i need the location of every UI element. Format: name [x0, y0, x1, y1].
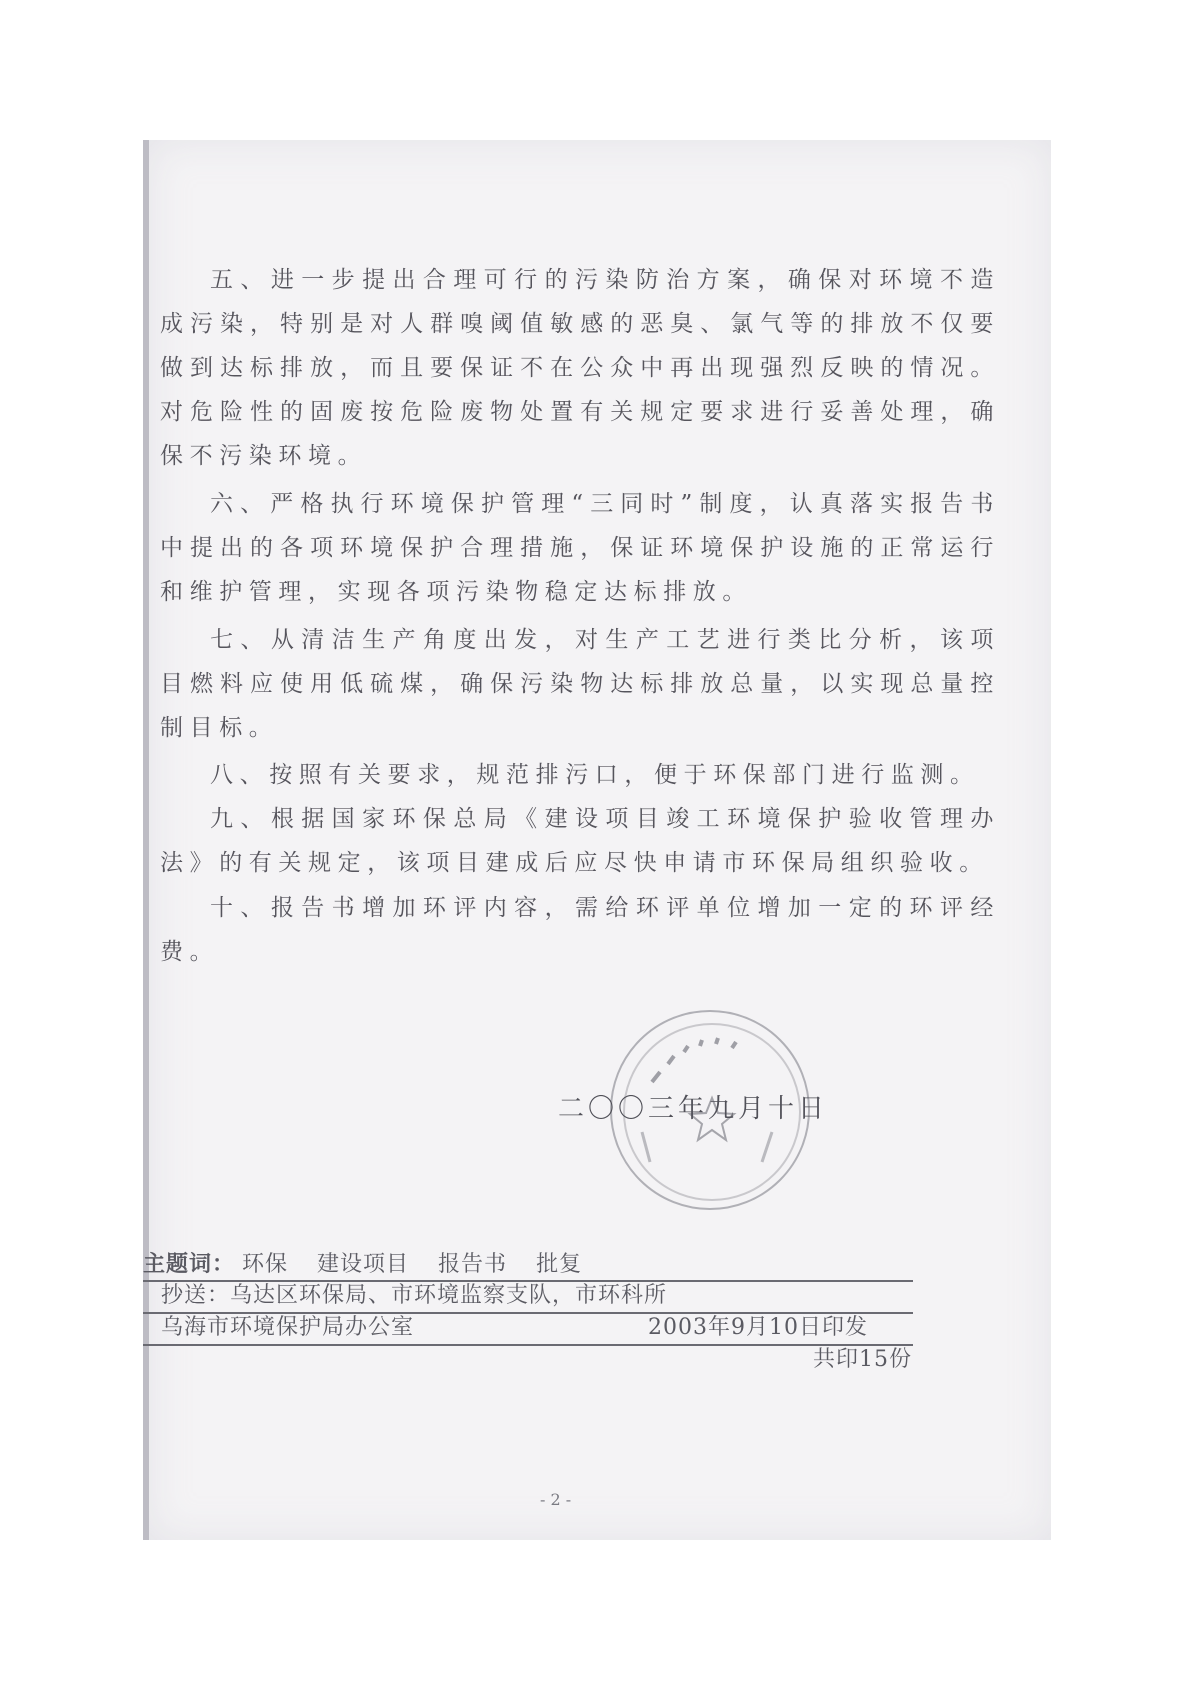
document-footer: [143, 1248, 983, 1376]
keyword: 环保: [242, 1252, 289, 1277]
keywords-label: 主题词：: [143, 1251, 236, 1277]
cc-line: [143, 1280, 983, 1312]
clause-6: 六、严格执行环境保护管理“三同时”制度，认真落实报告书中提出的各项环境保护合理措施，保证环境保护设施的正常运行和维护管理，实现各项污染物稳定达标排放。: [160, 491, 1000, 605]
clause-7: 七、从清洁生产角度出发，对生产工艺进行类比分析，该项目燃料应使用低硫煤，确保污染物达标排放总量，以实现总量控制目标。: [160, 627, 1000, 741]
keyword: 建设项目: [317, 1252, 410, 1277]
issuing-office: 乌海市环境保护局办公室: [161, 1315, 415, 1340]
copies-line: [143, 1344, 983, 1376]
issuer-line: [143, 1312, 983, 1344]
clause-8: 八、按照有关要求，规范排污口，便于环保部门进行监测。: [210, 762, 980, 788]
issue-date: 二〇〇三年九月十日: [558, 1094, 829, 1124]
keyword: 批复: [536, 1252, 583, 1277]
page-number: - 2 -: [540, 1490, 572, 1509]
print-date: 2003年9月10日印发: [648, 1315, 868, 1340]
clause-10: 十、报告书增加环评内容，需给环评单位增加一定的环评经费。: [160, 895, 1000, 965]
keywords-line: [143, 1248, 983, 1280]
clause-5: 五、进一步提出合理可行的污染防治方案，确保对环境不造成污染，特别是对人群嗅阈值敏感的恶臭、氯气等的排放不仅要做到达标排放，而且要保证不在公众中再出现强烈反映的情况。对危险性的固废按危险废物处置有关规定要求进行妥善处理，确保不污染环境。: [160, 267, 1000, 469]
clause-9: 九、根据国家环保总局《建设项目竣工环境保护验收管理办法》的有关规定，该项目建成后应尽快申请市环保局组织验收。: [160, 806, 1000, 876]
keyword: 报告书: [438, 1252, 508, 1277]
cc-recipients: 抄送：乌达区环保局、市环境监察支队，市环科所: [161, 1283, 668, 1308]
keywords-list: [242, 1252, 604, 1277]
copies-count: 共印15份: [813, 1347, 912, 1372]
